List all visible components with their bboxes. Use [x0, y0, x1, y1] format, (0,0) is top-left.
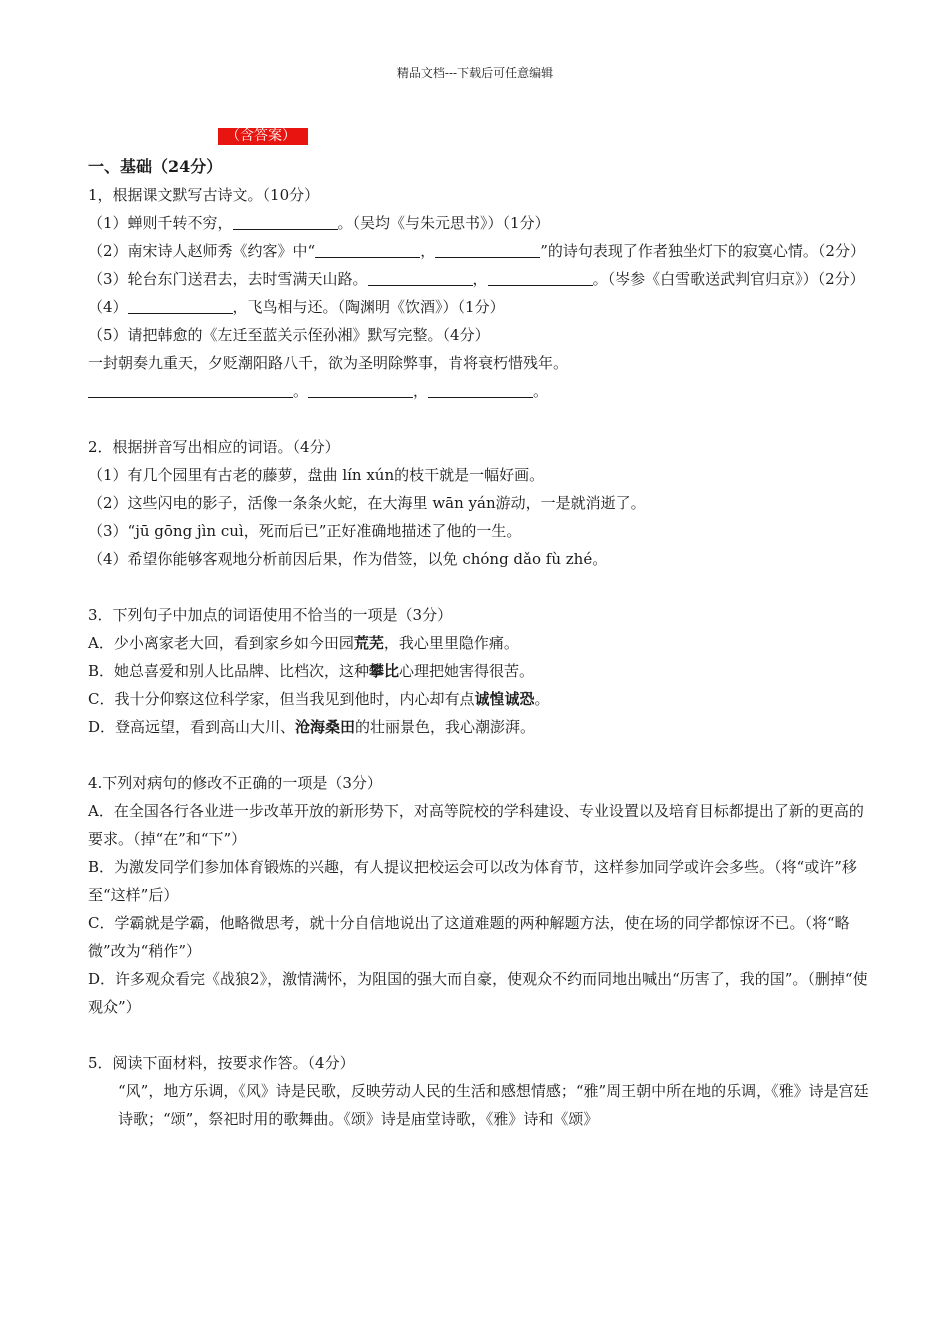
q1-part1: （1）蝉则千转不穷， 。（吴均《与朱元思书》）（1分）: [88, 209, 878, 237]
q3-option-b: B．她总喜爱和别人比品牌、比档次，这种攀比心理把她害得很苦。: [88, 662, 535, 680]
q3-stem: 3．下列句子中加点的词语使用不恰当的一项是（3分）: [88, 606, 453, 624]
q4-stem: 4.下列对病句的修改不正确的一项是（3分）: [88, 774, 382, 792]
answer-blank[interactable]: [488, 267, 593, 286]
q1-part4: （4） ，飞鸟相与还。（陶渊明《饮酒》）（1分）: [88, 293, 878, 321]
emphasized-word: 荒芜: [353, 634, 384, 652]
q1-stem: 1，根据课文默写古诗文。（10分）: [88, 186, 320, 204]
emphasized-word: 沧海桑田: [295, 718, 356, 736]
answer-blank[interactable]: [128, 295, 233, 314]
q2-stem: 2．根据拼音写出相应的词语。（4分）: [88, 438, 340, 456]
q1-poem-blanks: 。 ， 。: [88, 377, 878, 405]
q1-part2: （2）南宋诗人赵师秀《约客》中“ ， ”的诗句表现了作者独坐灯下的寂寞心情。（2分）: [88, 237, 878, 265]
answer-tag: （含答案）: [218, 128, 308, 145]
q2-item: （4）希望你能够客观地分析前因后果，作为借签，以免 chóng dǎo fù zhé。: [88, 550, 608, 568]
q3-option-c: C．我十分仰察这位科学家，但当我见到他时，内心却有点诚惶诚恐。: [88, 690, 550, 708]
answer-blank[interactable]: [435, 239, 540, 258]
q4-option-b: B．为激发同学们参加体育锻炼的兴趣，有人提议把校运会可以改为体育节，这样参加同学或许会多些。（将“或许”移至“这样”后）: [88, 858, 857, 904]
q4-option-a: A．在全国各行各业进一步改革开放的新形势下，对高等院校的学科建设、专业设置以及培育目标都提出了新的更高的要求。（掉“在”和“下”）: [88, 802, 864, 848]
answer-blank[interactable]: [308, 379, 413, 398]
q1-part3: （3）轮台东门送君去，去时雪满天山路。 ， 。（岑参《白雪歌送武判官归京》）（2分）: [88, 265, 878, 293]
q1-part5: （5）请把韩愈的《左迁至蓝关示侄孙湘》默写完整。（4分）: [88, 326, 490, 344]
answer-blank[interactable]: [428, 379, 533, 398]
q4-option-d: D．许多观众看完《战狼2》，激情满怀，为阻国的强大而自豪，使观众不约而同地出喊出“历害了，我的国”。（删掉“使观众”）: [88, 970, 868, 1016]
q4-option-c: C．学霸就是学霸，他略微思考，就十分自信地说出了这道难题的两种解题方法，使在场的同学都惊讶不已。（将“略微”改为“稍作”）: [88, 914, 850, 960]
q2-item: （2）这些闪电的影子，活像一条条火蛇，在大海里 wān yán游动，一是就消逝了。: [88, 494, 646, 512]
answer-blank[interactable]: [88, 379, 293, 398]
answer-blank[interactable]: [315, 239, 420, 258]
page-header: 精品文档---下载后可任意编辑: [396, 66, 554, 80]
document-body: [88, 153, 878, 1133]
q5-stem: 5．阅读下面材料，按要求作答。（4分）: [88, 1054, 355, 1072]
section-title: 一、基础（24分）: [88, 157, 223, 176]
emphasized-word: 攀比: [369, 662, 400, 680]
q2-item: （3）“jū gōng jìn cuì，死而后已”正好准确地描述了他的一生。: [88, 522, 522, 540]
q5-passage: “风”，地方乐调，《风》诗是民歌，反映劳动人民的生活和感想情感；“雅”周王朝中所在地的乐调，《雅》诗是宫廷诗歌；“颂”，祭祀时用的歌舞曲。《颂》诗是庙堂诗歌，《雅》诗和《颂》: [118, 1082, 869, 1128]
emphasized-word: 诚惶诚恐: [474, 690, 535, 708]
q3-option-d: D．登高远望，看到高山大川、沧海桑田的壮丽景色，我心潮澎湃。: [88, 718, 536, 736]
q1-poem: 一封朝奏九重天，夕贬潮阳路八千，欲为圣明除弊事，肯将衰朽惜残年。: [88, 354, 569, 372]
answer-blank[interactable]: [233, 211, 338, 230]
q2-item: （1）有几个园里有古老的藤萝，盘曲 lín xún的枝干就是一幅好画。: [88, 466, 545, 484]
q3-option-a: A．少小离家老大回，看到家乡如今田园荒芜，我心里里隐作痛。: [88, 634, 519, 652]
answer-blank[interactable]: [368, 267, 473, 286]
